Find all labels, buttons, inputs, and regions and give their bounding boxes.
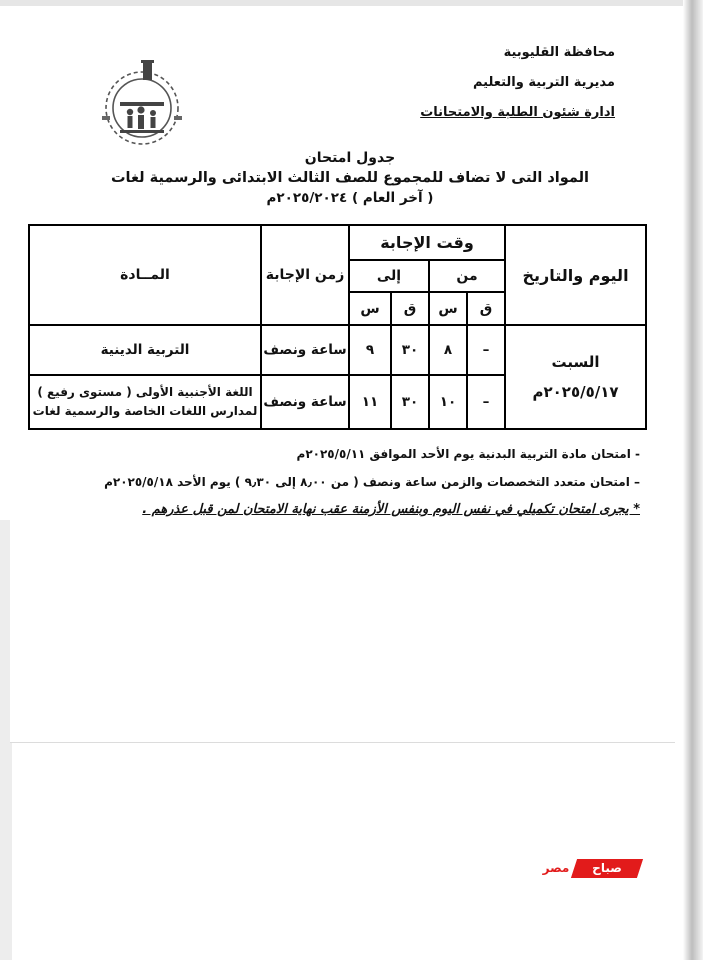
note-makeup-exam: * يجرى امتحان تكميلي في نفس اليوم وبنفس الأزمنة عقب نهاية الامتحان لمن قبل عذرهم . — [142, 502, 640, 517]
document-header — [420, 40, 615, 130]
page-bottom-edge — [10, 742, 675, 743]
to-header: إلى — [349, 260, 429, 292]
brand-country: مصر — [542, 861, 570, 875]
subject-line: اللغة الأجنبية الأولى ( مستوى رفيع ) — [37, 385, 253, 399]
exam-schedule-table — [28, 224, 647, 430]
document-titles — [100, 148, 600, 208]
subject-line: لمدارس اللغات الخاصة والرسمية لغات — [32, 404, 258, 418]
subject-line-title: المواد التى لا تضاف للمجموع للصف الثالث الابتدائى والرسمية لغات — [110, 170, 589, 186]
ministry-logo-icon — [94, 58, 190, 150]
from-minute-cell: – — [467, 325, 505, 375]
to-hour-cell: ٩ — [349, 325, 391, 375]
note-physical-education: - امتحان مادة التربية البدنية يوم الأحد الموافق ٢٠٢٥/٥/١١م — [296, 447, 640, 461]
department-name: ادارة شئون الطلبة والامتحانات — [420, 105, 615, 120]
brand-name: صباح — [592, 861, 622, 875]
schedule-title: جدول امتحان — [304, 150, 396, 166]
answer-time-header: وقت الإجابة — [349, 225, 505, 260]
to-minute-header: ق — [391, 292, 429, 325]
scan-edge-right — [683, 0, 703, 960]
day-name: السبت — [551, 353, 600, 371]
note-multidisciplinary: – امتحان متعدد التخصصات والزمن ساعة ونصف ( من ٨٫٠٠ إلى ٩٫٣٠ ) يوم الأحد ٢٠٢٥/٥/١٨م — [104, 475, 640, 489]
to-hour-cell: ١١ — [349, 375, 391, 429]
exam-date: ٢٠٢٥/٥/١٧م — [532, 383, 619, 401]
to-hour-header: س — [349, 292, 391, 325]
subject-cell — [29, 375, 261, 429]
to-minute-cell: ٣٠ — [391, 375, 429, 429]
day-date-header: اليوم والتاريخ — [505, 225, 646, 325]
governorate-name: محافظة القليوبية — [503, 45, 615, 60]
subject-header: المــادة — [29, 225, 261, 325]
from-hour-cell: ١٠ — [429, 375, 467, 429]
from-hour-header: س — [429, 292, 467, 325]
subject-cell: التربية الدينية — [29, 325, 261, 375]
notes-section — [40, 440, 640, 524]
duration-cell: ساعة ونصف — [261, 325, 349, 375]
to-minute-cell: ٣٠ — [391, 325, 429, 375]
directorate-name: مديرية التربية والتعليم — [472, 75, 615, 90]
from-hour-cell: ٨ — [429, 325, 467, 375]
table-row — [29, 325, 646, 375]
table-header-row-1 — [29, 225, 646, 260]
from-minute-cell: – — [467, 375, 505, 429]
scan-edge-top — [0, 0, 703, 6]
duration-cell: ساعة ونصف — [261, 375, 349, 429]
from-minute-header: ق — [467, 292, 505, 325]
term-title: ( آخر العام ) ٢٠٢٥/٢٠٢٤م — [266, 190, 434, 206]
brand-watermark — [538, 858, 650, 880]
day-date-cell — [505, 325, 646, 429]
duration-header: زمن الإجابة — [261, 225, 349, 325]
from-header: من — [429, 260, 505, 292]
